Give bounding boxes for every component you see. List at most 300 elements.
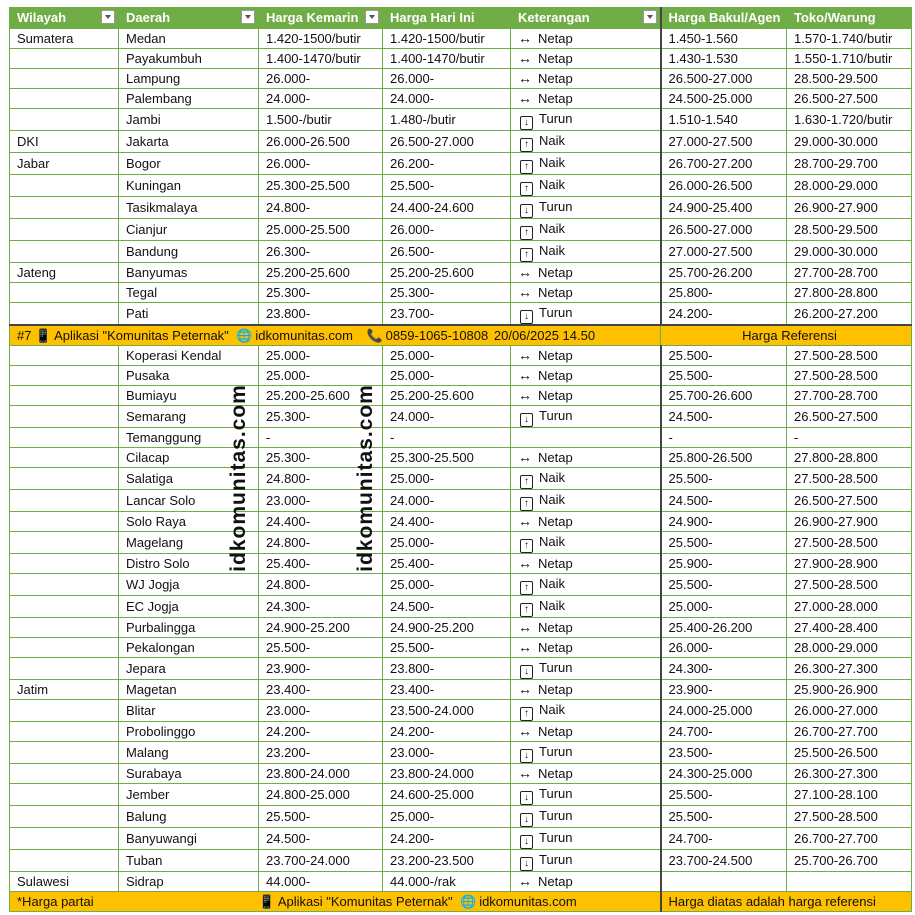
cell-daerah: Salatiga (119, 467, 259, 489)
filter-dropdown-icon[interactable] (241, 10, 255, 24)
table-row (10, 196, 912, 218)
status-label: Turun (539, 807, 573, 823)
banner-phone[interactable]: 0859-1065-10808 (385, 327, 489, 343)
cell-wilayah (10, 447, 119, 467)
cell-harga-bakul: 24.900-25.400 (661, 196, 787, 218)
footer-reference-note: Harga diatas adalah harga referensi (661, 891, 912, 911)
cell-harga-bakul: 25.500- (661, 365, 787, 385)
cell-harga-kemarin: 23.000- (259, 699, 383, 721)
table-row (10, 489, 912, 511)
status-label: Turun (539, 407, 573, 423)
left-right-arrow-icon: ↔ (518, 366, 532, 383)
cell-wilayah: DKI (10, 130, 119, 152)
status-label: Netap (538, 30, 573, 46)
status-label: Netap (538, 639, 573, 655)
cell-harga-bakul: 24.200- (661, 302, 787, 325)
left-right-arrow-icon: ↔ (518, 764, 532, 781)
cell-keterangan (511, 617, 661, 637)
cell-toko-warung: 28.500-29.500 (787, 218, 912, 240)
cell-toko-warung: 27.700-28.700 (787, 262, 912, 282)
cell-harga-kemarin: 23.800-24.000 (259, 763, 383, 783)
cell-wilayah: Jatim (10, 679, 119, 699)
banner-number: #7 (17, 327, 32, 343)
status-label: Naik (539, 176, 566, 192)
cell-daerah: Magelang (119, 531, 259, 553)
cell-harga-kemarin: 1.500-/butir (259, 108, 383, 130)
cell-harga-bakul: 23.500- (661, 741, 787, 763)
cell-wilayah (10, 553, 119, 573)
cell-toko-warung: 27.000-28.000 (787, 595, 912, 617)
cell-harga-hari-ini: 25.300-25.500 (383, 447, 511, 467)
header-daerah: Daerah (119, 7, 259, 28)
cell-toko-warung: 27.700-28.700 (787, 385, 912, 405)
cell-harga-hari-ini: 24.000- (383, 489, 511, 511)
status-label: Turun (539, 785, 573, 801)
cell-toko-warung: 29.000-30.000 (787, 240, 912, 262)
banner-site[interactable]: idkomunitas.com (255, 327, 353, 343)
filter-dropdown-icon[interactable] (643, 10, 657, 24)
footer-site[interactable]: idkomunitas.com (479, 893, 577, 909)
status-label: Naik (539, 242, 566, 258)
header-harga-bakul: Harga Bakul/Agen (661, 7, 787, 28)
table-row (10, 385, 912, 405)
up-arrow-icon: ↑ (520, 248, 533, 262)
cell-keterangan (511, 108, 661, 130)
cell-harga-kemarin: 25.300- (259, 282, 383, 302)
down-arrow-icon: ↓ (520, 835, 533, 849)
cell-harga-kemarin: 26.000- (259, 152, 383, 174)
status-label: Netap (538, 264, 573, 280)
banner-info (10, 325, 661, 346)
cell-wilayah (10, 196, 119, 218)
cell-harga-kemarin: 24.800-25.000 (259, 783, 383, 805)
cell-wilayah (10, 783, 119, 805)
table-row (10, 511, 912, 531)
left-right-arrow-icon: ↔ (518, 89, 532, 106)
cell-harga-hari-ini: 24.400- (383, 511, 511, 531)
cell-daerah: Medan (119, 28, 259, 48)
cell-daerah: Sidrap (119, 871, 259, 891)
cell-harga-kemarin: 24.800- (259, 196, 383, 218)
cell-daerah: Cilacap (119, 447, 259, 467)
cell-keterangan (511, 345, 661, 365)
cell-keterangan (511, 595, 661, 617)
banner-datetime: 20/06/2025 14.50 (493, 327, 596, 343)
cell-harga-hari-ini: 1.420-1500/butir (383, 28, 511, 48)
cell-harga-kemarin: 26.000- (259, 68, 383, 88)
cell-keterangan (511, 741, 661, 763)
cell-daerah: Cianjur (119, 218, 259, 240)
cell-harga-bakul: 25.500- (661, 805, 787, 827)
phone-app-icon: 📱 (35, 327, 52, 343)
table-body-top (10, 28, 912, 325)
status-label: Turun (539, 829, 573, 845)
cell-daerah: Kuningan (119, 174, 259, 196)
cell-daerah: Payakumbuh (119, 48, 259, 68)
cell-daerah: Lancar Solo (119, 489, 259, 511)
cell-wilayah (10, 88, 119, 108)
table-row (10, 447, 912, 467)
cell-toko-warung: 27.100-28.100 (787, 783, 912, 805)
cell-daerah: Solo Raya (119, 511, 259, 531)
table-row (10, 763, 912, 783)
table-row (10, 365, 912, 385)
cell-toko-warung: 26.200-27.200 (787, 302, 912, 325)
cell-harga-bakul: 1.430-1.530 (661, 48, 787, 68)
cell-keterangan (511, 365, 661, 385)
cell-toko-warung: 28.000-29.000 (787, 637, 912, 657)
cell-harga-hari-ini: 25.000- (383, 345, 511, 365)
cell-toko-warung: 27.400-28.400 (787, 617, 912, 637)
cell-wilayah (10, 699, 119, 721)
cell-keterangan (511, 699, 661, 721)
cell-harga-bakul: 26.500-27.000 (661, 68, 787, 88)
table-row (10, 218, 912, 240)
table-row (10, 637, 912, 657)
down-arrow-icon: ↓ (520, 791, 533, 805)
left-right-arrow-icon: ↔ (518, 680, 532, 697)
cell-toko-warung: - (787, 427, 912, 447)
cell-wilayah (10, 595, 119, 617)
cell-wilayah (10, 617, 119, 637)
cell-harga-bakul: 23.700-24.500 (661, 849, 787, 871)
table-row (10, 741, 912, 763)
cell-harga-hari-ini: 23.800-24.000 (383, 763, 511, 783)
status-label: Netap (538, 681, 573, 697)
cell-wilayah: Sulawesi (10, 871, 119, 891)
cell-wilayah (10, 282, 119, 302)
table-row (10, 282, 912, 302)
table-row (10, 28, 912, 48)
cell-toko-warung: 28.700-29.700 (787, 152, 912, 174)
left-right-arrow-icon: ↔ (518, 638, 532, 655)
cell-harga-kemarin: 24.400- (259, 511, 383, 531)
table-body-bottom (10, 345, 912, 891)
cell-wilayah (10, 174, 119, 196)
table-row (10, 240, 912, 262)
cell-harga-kemarin: 1.420-1500/butir (259, 28, 383, 48)
cell-toko-warung: 27.500-28.500 (787, 365, 912, 385)
cell-keterangan (511, 48, 661, 68)
cell-harga-hari-ini: 23.800- (383, 657, 511, 679)
status-label: Turun (539, 110, 573, 126)
cell-harga-hari-ini: 26.000- (383, 218, 511, 240)
status-label: Netap (538, 619, 573, 635)
cell-harga-kemarin: 24.300- (259, 595, 383, 617)
cell-wilayah (10, 68, 119, 88)
up-arrow-icon: ↑ (520, 603, 533, 617)
cell-wilayah (10, 763, 119, 783)
header-wilayah: Wilayah (10, 7, 119, 28)
up-arrow-icon: ↑ (520, 581, 533, 595)
cell-keterangan (511, 467, 661, 489)
table-row (10, 427, 912, 447)
cell-toko-warung: 27.500-28.500 (787, 531, 912, 553)
table-row (10, 531, 912, 553)
cell-harga-bakul: 25.800- (661, 282, 787, 302)
cell-harga-bakul: - (661, 427, 787, 447)
cell-daerah: Temanggung (119, 427, 259, 447)
cell-keterangan (511, 174, 661, 196)
cell-daerah: Bogor (119, 152, 259, 174)
cell-keterangan (511, 657, 661, 679)
up-arrow-icon: ↑ (520, 707, 533, 721)
status-label: Netap (538, 723, 573, 739)
table-row (10, 805, 912, 827)
cell-toko-warung: 1.630-1.720/butir (787, 108, 912, 130)
cell-wilayah (10, 805, 119, 827)
cell-toko-warung: 26.500-27.500 (787, 405, 912, 427)
cell-harga-kemarin: 25.000-25.500 (259, 218, 383, 240)
cell-wilayah (10, 511, 119, 531)
cell-harga-kemarin: 25.500- (259, 805, 383, 827)
up-arrow-icon: ↑ (520, 160, 533, 174)
status-label: Naik (539, 154, 566, 170)
left-right-arrow-icon: ↔ (518, 346, 532, 363)
footer-app: Aplikasi "Komunitas Peternak" (277, 893, 453, 909)
cell-harga-kemarin: 25.000- (259, 365, 383, 385)
cell-daerah: Blitar (119, 699, 259, 721)
table-row (10, 174, 912, 196)
filter-dropdown-icon[interactable] (365, 10, 379, 24)
cell-daerah: Banyuwangi (119, 827, 259, 849)
cell-harga-kemarin: 25.500- (259, 637, 383, 657)
cell-harga-bakul: 25.900- (661, 553, 787, 573)
cell-wilayah (10, 365, 119, 385)
cell-daerah: Jember (119, 783, 259, 805)
status-label: Turun (539, 659, 573, 675)
left-right-arrow-icon: ↔ (518, 69, 532, 86)
cell-wilayah (10, 637, 119, 657)
status-label: Netap (538, 50, 573, 66)
table-row (10, 405, 912, 427)
cell-harga-kemarin: 24.000- (259, 88, 383, 108)
cell-harga-bakul: 24.500-25.000 (661, 88, 787, 108)
cell-harga-hari-ini: 25.200-25.600 (383, 262, 511, 282)
cell-keterangan (511, 489, 661, 511)
cell-harga-hari-ini: 24.900-25.200 (383, 617, 511, 637)
cell-keterangan (511, 302, 661, 325)
cell-harga-bakul: 24.000-25.000 (661, 699, 787, 721)
status-label: Naik (539, 132, 566, 148)
cell-harga-kemarin: - (259, 427, 383, 447)
up-arrow-icon: ↑ (520, 475, 533, 489)
cell-harga-bakul: 26.500-27.000 (661, 218, 787, 240)
status-label: Naik (539, 701, 566, 717)
cell-harga-bakul: 25.500- (661, 531, 787, 553)
down-arrow-icon: ↓ (520, 204, 533, 218)
down-arrow-icon: ↓ (520, 413, 533, 427)
status-label: Naik (539, 575, 566, 591)
table-row (10, 657, 912, 679)
cell-harga-bakul: 24.700- (661, 827, 787, 849)
cell-harga-hari-ini: 24.500- (383, 595, 511, 617)
filter-dropdown-icon[interactable] (101, 10, 115, 24)
cell-harga-hari-ini: 23.400- (383, 679, 511, 699)
cell-toko-warung: 26.900-27.900 (787, 511, 912, 531)
cell-toko-warung: 25.900-26.900 (787, 679, 912, 699)
cell-daerah: Balung (119, 805, 259, 827)
table-row (10, 345, 912, 365)
down-arrow-icon: ↓ (520, 813, 533, 827)
up-arrow-icon: ↑ (520, 497, 533, 511)
status-label: Naik (539, 597, 566, 613)
watermark-text: idkomunitas.com (226, 384, 250, 572)
table-row (10, 721, 912, 741)
down-arrow-icon: ↓ (520, 116, 533, 130)
status-label: Naik (539, 491, 566, 507)
cell-harga-kemarin: 24.800- (259, 467, 383, 489)
cell-harga-bakul: 25.700-26.600 (661, 385, 787, 405)
cell-harga-hari-ini: 24.400-24.600 (383, 196, 511, 218)
cell-toko-warung: 27.900-28.900 (787, 553, 912, 573)
cell-daerah: Pekalongan (119, 637, 259, 657)
cell-keterangan (511, 405, 661, 427)
cell-keterangan (511, 262, 661, 282)
cell-keterangan (511, 721, 661, 741)
cell-keterangan (511, 28, 661, 48)
cell-harga-kemarin: 25.200-25.600 (259, 262, 383, 282)
cell-keterangan (511, 240, 661, 262)
cell-keterangan (511, 531, 661, 553)
cell-harga-hari-ini: - (383, 427, 511, 447)
cell-harga-bakul: 25.800-26.500 (661, 447, 787, 467)
cell-daerah: Bumiayu (119, 385, 259, 405)
table-row (10, 68, 912, 88)
cell-harga-bakul: 25.500- (661, 573, 787, 595)
down-arrow-icon: ↓ (520, 310, 533, 324)
cell-harga-hari-ini: 25.200-25.600 (383, 385, 511, 405)
cell-harga-kemarin: 25.400- (259, 553, 383, 573)
cell-harga-kemarin: 25.000- (259, 345, 383, 365)
table-row (10, 783, 912, 805)
cell-wilayah (10, 827, 119, 849)
cell-harga-kemarin: 23.900- (259, 657, 383, 679)
cell-toko-warung: 26.900-27.900 (787, 196, 912, 218)
cell-harga-hari-ini: 25.000- (383, 531, 511, 553)
table-row (10, 827, 912, 849)
cell-wilayah (10, 218, 119, 240)
cell-wilayah: Jateng (10, 262, 119, 282)
cell-keterangan (511, 805, 661, 827)
cell-toko-warung: 26.500-27.500 (787, 88, 912, 108)
cell-harga-kemarin: 24.800- (259, 531, 383, 553)
cell-harga-bakul: 23.900- (661, 679, 787, 699)
cell-toko-warung: 27.800-28.800 (787, 282, 912, 302)
cell-harga-bakul: 25.500- (661, 345, 787, 365)
banner-row (10, 325, 912, 346)
cell-harga-bakul: 1.510-1.540 (661, 108, 787, 130)
left-right-arrow-icon: ↔ (518, 722, 532, 739)
left-right-arrow-icon: ↔ (518, 386, 532, 403)
status-label: Netap (538, 555, 573, 571)
cell-toko-warung: 28.500-29.500 (787, 68, 912, 88)
cell-toko-warung: 28.000-29.000 (787, 174, 912, 196)
cell-toko-warung: 27.500-28.500 (787, 467, 912, 489)
table-row (10, 871, 912, 891)
cell-harga-hari-ini: 23.500-24.000 (383, 699, 511, 721)
cell-keterangan (511, 871, 661, 891)
status-label: Netap (538, 449, 573, 465)
cell-wilayah (10, 385, 119, 405)
footer-row (10, 891, 912, 911)
cell-daerah: Malang (119, 741, 259, 763)
cell-keterangan (511, 783, 661, 805)
table-row (10, 573, 912, 595)
cell-harga-hari-ini: 23.200-23.500 (383, 849, 511, 871)
cell-daerah: Jepara (119, 657, 259, 679)
cell-harga-bakul: 25.400-26.200 (661, 617, 787, 637)
cell-harga-hari-ini: 24.000- (383, 88, 511, 108)
up-arrow-icon: ↑ (520, 182, 533, 196)
status-label: Netap (538, 765, 573, 781)
cell-wilayah (10, 302, 119, 325)
status-label: Netap (538, 873, 573, 889)
status-label: Netap (538, 387, 573, 403)
cell-wilayah (10, 427, 119, 447)
cell-harga-bakul: 24.500- (661, 489, 787, 511)
cell-harga-kemarin: 23.700-24.000 (259, 849, 383, 871)
cell-daerah: EC Jogja (119, 595, 259, 617)
cell-daerah: Pati (119, 302, 259, 325)
cell-harga-hari-ini: 26.000- (383, 68, 511, 88)
cell-wilayah (10, 240, 119, 262)
left-right-arrow-icon: ↔ (518, 283, 532, 300)
cell-daerah: Purbalingga (119, 617, 259, 637)
cell-toko-warung: 26.700-27.700 (787, 827, 912, 849)
cell-toko-warung: 26.300-27.300 (787, 763, 912, 783)
cell-harga-bakul: 25.000- (661, 595, 787, 617)
status-label: Turun (539, 304, 573, 320)
cell-harga-bakul: 26.000-26.500 (661, 174, 787, 196)
cell-harga-bakul: 25.500- (661, 467, 787, 489)
cell-keterangan (511, 827, 661, 849)
cell-wilayah (10, 489, 119, 511)
cell-harga-hari-ini: 23.000- (383, 741, 511, 763)
cell-daerah: Pusaka (119, 365, 259, 385)
cell-daerah: Palembang (119, 88, 259, 108)
cell-keterangan (511, 218, 661, 240)
telephone-icon: 📞 (366, 327, 383, 343)
table-row (10, 88, 912, 108)
left-right-arrow-icon: ↔ (518, 49, 532, 66)
cell-toko-warung: 25.700-26.700 (787, 849, 912, 871)
status-label: Turun (539, 851, 573, 867)
cell-toko-warung (787, 871, 912, 891)
cell-harga-kemarin: 26.000-26.500 (259, 130, 383, 152)
cell-harga-bakul: 25.700-26.200 (661, 262, 787, 282)
cell-harga-hari-ini: 25.500- (383, 174, 511, 196)
banner-body (10, 325, 912, 346)
cell-daerah: Jambi (119, 108, 259, 130)
egg-price-table (9, 7, 912, 912)
cell-wilayah (10, 741, 119, 763)
cell-keterangan (511, 637, 661, 657)
left-right-arrow-icon: ↔ (518, 554, 532, 571)
cell-harga-hari-ini: 25.000- (383, 365, 511, 385)
cell-harga-kemarin: 44.000- (259, 871, 383, 891)
status-label: Netap (538, 90, 573, 106)
cell-toko-warung: 27.800-28.800 (787, 447, 912, 467)
cell-daerah: Banyumas (119, 262, 259, 282)
cell-keterangan (511, 88, 661, 108)
cell-wilayah (10, 345, 119, 365)
cell-wilayah: Jabar (10, 152, 119, 174)
left-right-arrow-icon: ↔ (518, 448, 532, 465)
cell-harga-kemarin: 25.200-25.600 (259, 385, 383, 405)
cell-daerah: WJ Jogja (119, 573, 259, 595)
table-row (10, 262, 912, 282)
